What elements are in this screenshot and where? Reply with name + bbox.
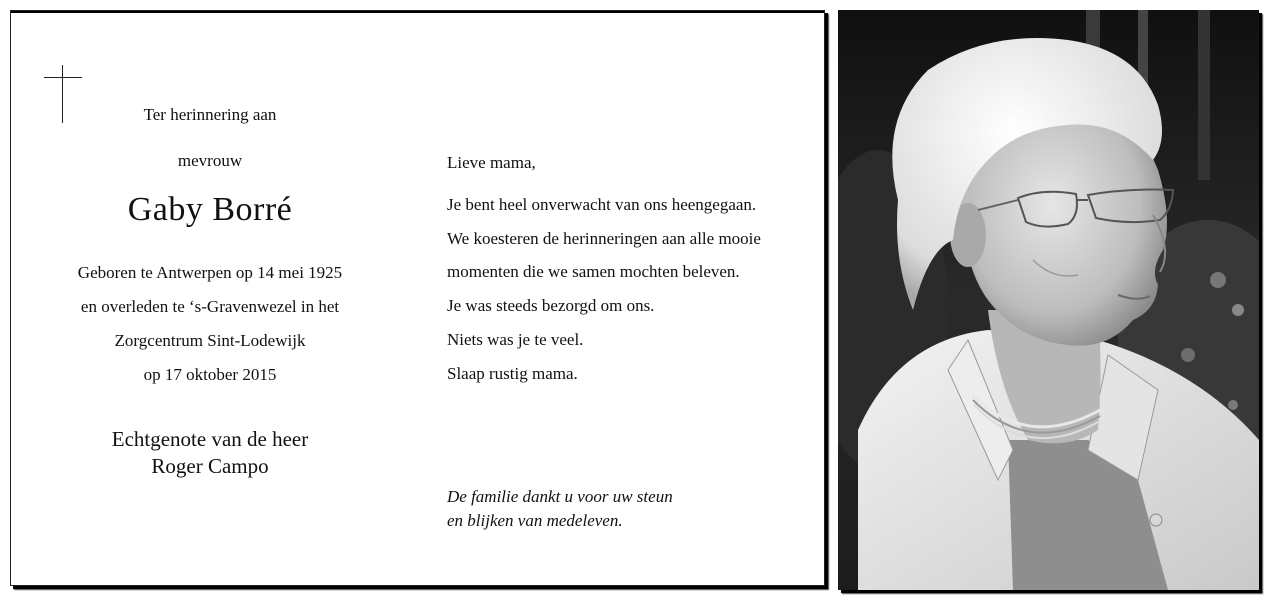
thanks-line-2: en blijken van medeleven. [447,511,623,530]
card-top-border [11,11,824,13]
poem-line: Je was steeds bezorgd om ons. [447,296,655,315]
poem-line: We koesteren de herinneringen aan alle mooie [447,229,761,248]
greeting: Lieve mama, [447,153,536,172]
spouse-line-2: Roger Campo [151,454,269,478]
poem-line: Je bent heel onverwacht van ons heengegaan. [447,195,757,214]
birth-line: Geboren te Antwerpen op 14 mei 1925 [77,263,343,282]
poem-line: momenten die we samen mochten beleven. [447,262,740,281]
death-line-1: en overleden te ‘s-Gravenwezel in het [80,297,340,316]
title-prefix: mevrouw [177,151,243,170]
poem-line: Slaap rustig mama. [447,364,578,383]
deceased-name: Gaby Borré [127,191,293,228]
memorial-card [10,10,825,586]
portrait-illustration [838,10,1259,590]
thanks-line-1: De familie dankt u voor uw steun [447,487,673,506]
death-date: op 17 oktober 2015 [143,365,277,384]
intro-text: Ter herinnering aan [143,105,277,124]
spouse-line-1: Echtgenote van de heer [111,427,309,451]
button-detail [1150,514,1162,526]
death-line-2: Zorgcentrum Sint-Lodewijk [114,331,306,350]
poem-line: Niets was je te veel. [447,330,584,349]
portrait-photo [838,10,1259,590]
